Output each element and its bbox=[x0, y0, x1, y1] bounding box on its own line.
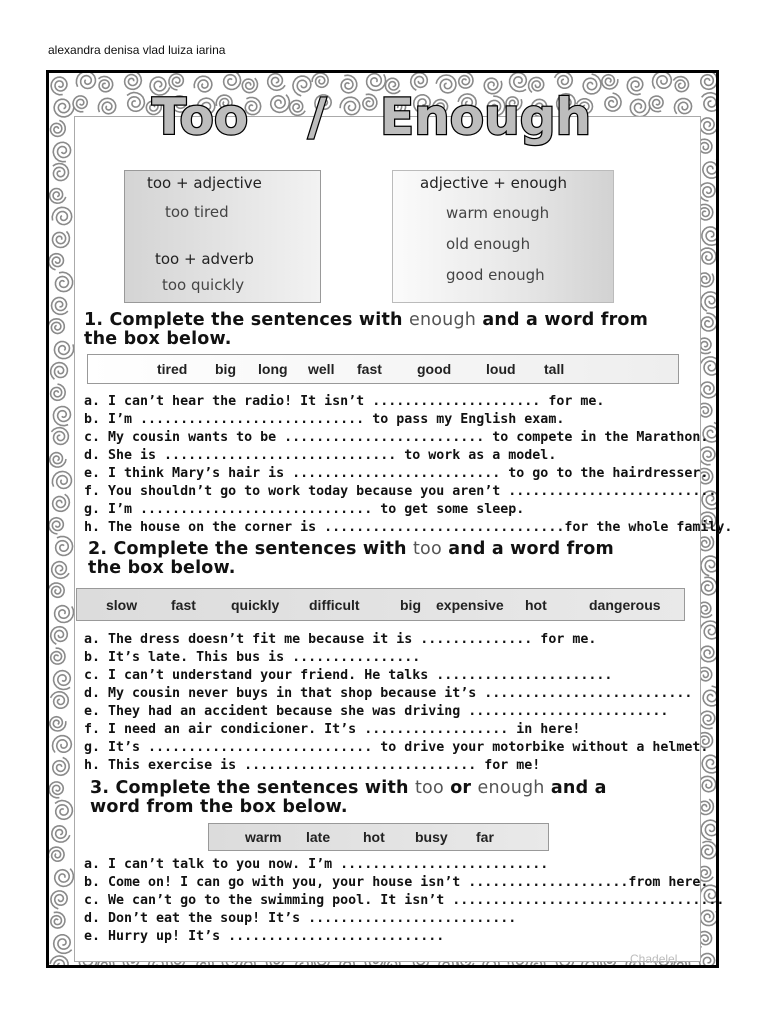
word-quickly: quickly bbox=[231, 596, 280, 613]
swirl-decoration bbox=[52, 471, 71, 488]
swirl-decoration bbox=[49, 847, 64, 861]
word-far: far bbox=[476, 829, 494, 845]
word-late: late bbox=[306, 829, 331, 845]
swirl-decoration bbox=[54, 671, 71, 690]
exercise2-heading bbox=[88, 540, 688, 578]
word-warm: warm bbox=[245, 829, 282, 845]
swirl-decoration bbox=[51, 648, 65, 664]
word-long: long bbox=[258, 361, 288, 377]
swirl-decoration bbox=[630, 99, 649, 117]
swirl-decoration bbox=[51, 363, 68, 380]
rule-too-adverb: too + adverb bbox=[155, 250, 254, 268]
exercise1-heading-suffix: and a word from bbox=[482, 310, 649, 330]
swirl-decoration bbox=[674, 99, 691, 114]
word-busy: busy bbox=[415, 829, 448, 845]
swirl-decoration bbox=[703, 159, 716, 178]
swirl-decoration bbox=[52, 207, 71, 224]
exercise2-heading-prefix: 2. Complete the sentences with bbox=[88, 539, 407, 559]
exercise3-heading-prefix: 3. Complete the sentences with bbox=[90, 778, 409, 798]
exercise3-keyword-enough: enough bbox=[477, 778, 545, 798]
swirl-decoration bbox=[50, 189, 66, 204]
exercise1-sentence-d: d. She is ............................. to work as a model. bbox=[84, 448, 557, 463]
swirl-decoration bbox=[673, 77, 688, 92]
swirl-decoration bbox=[54, 935, 72, 954]
exercise2-heading-suffix: and a word from bbox=[448, 539, 614, 559]
swirl-decoration bbox=[701, 842, 716, 859]
word-good: good bbox=[417, 361, 452, 377]
student-names: alexandra denisa vlad luiza iarina bbox=[48, 43, 226, 57]
word-slow: slow bbox=[106, 596, 138, 613]
swirl-decoration bbox=[53, 142, 70, 161]
swirl-decoration bbox=[73, 96, 87, 112]
example-too-quickly: too quickly bbox=[162, 276, 245, 294]
exercise2-sentence-c: c. I can’t understand your friend. He talks ...................... bbox=[84, 668, 613, 683]
example-too-tired: too tired bbox=[165, 203, 229, 221]
exercise3-heading-or: or bbox=[450, 778, 472, 798]
swirl-decoration bbox=[52, 826, 70, 842]
exercise1-sentence-e: e. I think Mary’s hair is .......................... to go to the hairdresser. bbox=[84, 466, 709, 481]
swirl-decoration bbox=[701, 577, 716, 595]
swirl-decoration bbox=[51, 77, 67, 95]
exercise1-heading-prefix: 1. Complete the sentences with bbox=[84, 310, 403, 330]
exercise3-heading-line2: word from the box below. bbox=[90, 797, 348, 817]
title-too: Too bbox=[152, 88, 249, 146]
swirl-decoration bbox=[699, 183, 715, 201]
swirl-decoration bbox=[53, 494, 70, 511]
swirl-decoration bbox=[53, 407, 70, 426]
exercise2-keyword: too bbox=[413, 539, 442, 559]
swirl-decoration bbox=[699, 447, 715, 465]
swirl-decoration bbox=[700, 954, 716, 965]
swirl-decoration bbox=[701, 73, 716, 89]
exercise1-word-box bbox=[87, 354, 679, 384]
word-hot: hot bbox=[525, 596, 547, 613]
exercise2-sentence-g: g. It’s ............................ to drive your motorbike without a helmet. bbox=[84, 740, 709, 755]
word-tired: tired bbox=[157, 361, 188, 377]
swirl-decoration bbox=[56, 537, 73, 556]
swirl-decoration bbox=[703, 686, 716, 706]
swirl-decoration bbox=[51, 692, 69, 708]
exercise3-keyword-too: too bbox=[415, 778, 444, 798]
swirl-decoration bbox=[700, 646, 716, 662]
swirl-decoration bbox=[702, 755, 716, 773]
swirl-decoration bbox=[701, 357, 716, 375]
exercise3-sentence-e: e. Hurry up! It’s ........................... bbox=[84, 929, 445, 944]
exercise2-sentence-e: e. They had an accident because she was driving ......................... bbox=[84, 704, 669, 719]
swirl-decoration bbox=[699, 711, 715, 729]
exercise1-sentence-h: h. The house on the corner is ..............................for the whole family. bbox=[84, 520, 733, 535]
swirl-decoration bbox=[55, 869, 74, 887]
swirl-decoration bbox=[49, 254, 64, 270]
exercise2-sentence-b: b. It’s late. This bus is ................ bbox=[84, 650, 421, 665]
swirl-decoration bbox=[98, 98, 115, 114]
example-good-enough: good enough bbox=[446, 266, 545, 284]
rule-too-adjective: too + adjective bbox=[147, 174, 262, 192]
exercise1-keyword: enough bbox=[409, 310, 477, 330]
swirl-decoration bbox=[49, 319, 64, 334]
swirl-decoration bbox=[702, 227, 716, 245]
exercise2-word-box bbox=[76, 588, 685, 621]
exercise3-heading bbox=[90, 779, 690, 817]
word-dangerous: dangerous bbox=[589, 596, 661, 613]
rule-adjective-enough: adjective + enough bbox=[420, 174, 568, 192]
swirl-decoration bbox=[700, 621, 716, 639]
exercise3-sentence-c: c. We can’t go to the swimming pool. It isn’t .................................. bbox=[84, 893, 725, 908]
word-difficult: difficult bbox=[309, 596, 360, 613]
example-warm-enough: warm enough bbox=[446, 204, 550, 222]
exercise3-sentence-a: a. I can’t talk to you now. I’m .......................... bbox=[84, 857, 549, 872]
swirl-decoration bbox=[51, 428, 68, 445]
word-hot: hot bbox=[363, 829, 385, 845]
example-old-enough: old enough bbox=[446, 235, 531, 253]
title-slash: / bbox=[308, 88, 327, 146]
exercise1-sentence-g: g. I’m ............................. to get some sleep. bbox=[84, 502, 525, 517]
exercise1-sentence-c: c. My cousin wants to be ......................... to compete in the Marathon. bbox=[84, 430, 709, 445]
swirl-decoration bbox=[51, 120, 66, 136]
swirl-decoration bbox=[54, 99, 74, 117]
swirl-decoration bbox=[702, 93, 716, 112]
exercise2-sentence-h: h. This exercise is ............................. for me! bbox=[84, 758, 541, 773]
swirl-decoration bbox=[701, 313, 716, 331]
swirl-decoration bbox=[701, 292, 716, 311]
swirl-decoration bbox=[627, 77, 643, 95]
exercise3-sentence-b: b. Come on! I can go with you, your house isn’t ....................from here. bbox=[84, 875, 709, 890]
swirl-decoration bbox=[51, 891, 67, 909]
swirl-decoration bbox=[55, 606, 74, 623]
exercise2-sentence-a: a. The dress doesn’t fit me because it is .............. for me. bbox=[84, 632, 597, 647]
word-fast: fast bbox=[357, 361, 382, 377]
swirl-decoration bbox=[99, 76, 113, 91]
word-expensive: expensive bbox=[436, 596, 504, 613]
swirl-decoration bbox=[51, 912, 65, 928]
swirl-decoration bbox=[49, 782, 63, 798]
swirl-decoration bbox=[55, 801, 72, 820]
swirl-decoration bbox=[127, 93, 144, 112]
swirl-decoration bbox=[56, 272, 73, 291]
swirl-decoration bbox=[700, 910, 716, 925]
word-fast: fast bbox=[171, 596, 196, 613]
exercise1-sentence-f: f. You shouldn’t go to work today because you aren’t .......................... bbox=[84, 484, 717, 499]
word-loud: loud bbox=[486, 361, 516, 377]
exercise2-sentence-d: d. My cousin never buys in that shop because it’s .......................... bbox=[84, 686, 693, 701]
swirl-decoration bbox=[76, 73, 95, 89]
exercise1-heading bbox=[84, 311, 684, 349]
swirl-decoration bbox=[50, 453, 66, 468]
swirl-decoration bbox=[125, 73, 142, 89]
word-tall: tall bbox=[544, 361, 565, 377]
exercise1-sentence-a: a. I can’t hear the radio! It isn’t ..................... for me. bbox=[84, 394, 605, 409]
exercise1-sentence-b: b. I’m ............................ to pass my English exam. bbox=[84, 412, 565, 427]
swirl-decoration bbox=[53, 231, 70, 247]
swirl-decoration bbox=[649, 96, 663, 112]
swirl-decoration bbox=[51, 384, 66, 400]
exercise2-heading-line2: the box below. bbox=[88, 558, 236, 578]
swirl-decoration bbox=[50, 717, 66, 731]
swirl-decoration bbox=[53, 164, 69, 181]
word-well: well bbox=[308, 361, 335, 377]
word-big: big bbox=[215, 361, 236, 377]
swirl-decoration bbox=[51, 627, 68, 645]
title-enough: Enough bbox=[380, 88, 592, 146]
author-credit: Chadelel bbox=[630, 952, 678, 966]
exercise3-word-box bbox=[208, 823, 549, 851]
exercise3-sentence-d: d. Don’t eat the soup! It’s .......................... bbox=[84, 911, 517, 926]
swirl-decoration bbox=[700, 118, 716, 134]
swirl-decoration bbox=[701, 820, 716, 840]
swirl-decoration bbox=[49, 518, 63, 534]
swirl-decoration bbox=[653, 73, 672, 89]
swirl-decoration bbox=[700, 382, 716, 398]
swirl-decoration bbox=[52, 562, 69, 579]
swirl-decoration bbox=[49, 583, 64, 597]
swirl-decoration bbox=[52, 298, 68, 315]
exercise1-heading-line2: the box below. bbox=[84, 329, 232, 349]
swirl-decoration bbox=[50, 956, 68, 965]
swirl-decoration bbox=[701, 556, 716, 576]
swirl-decoration bbox=[53, 757, 69, 775]
word-big: big bbox=[400, 596, 421, 613]
exercise2-sentence-f: f. I need an air condicioner. It’s .................. in here! bbox=[84, 722, 581, 737]
swirl-decoration bbox=[53, 736, 72, 753]
worksheet-title bbox=[148, 82, 628, 152]
swirl-decoration bbox=[54, 342, 73, 359]
exercise3-heading-suffix: and a bbox=[550, 778, 607, 798]
